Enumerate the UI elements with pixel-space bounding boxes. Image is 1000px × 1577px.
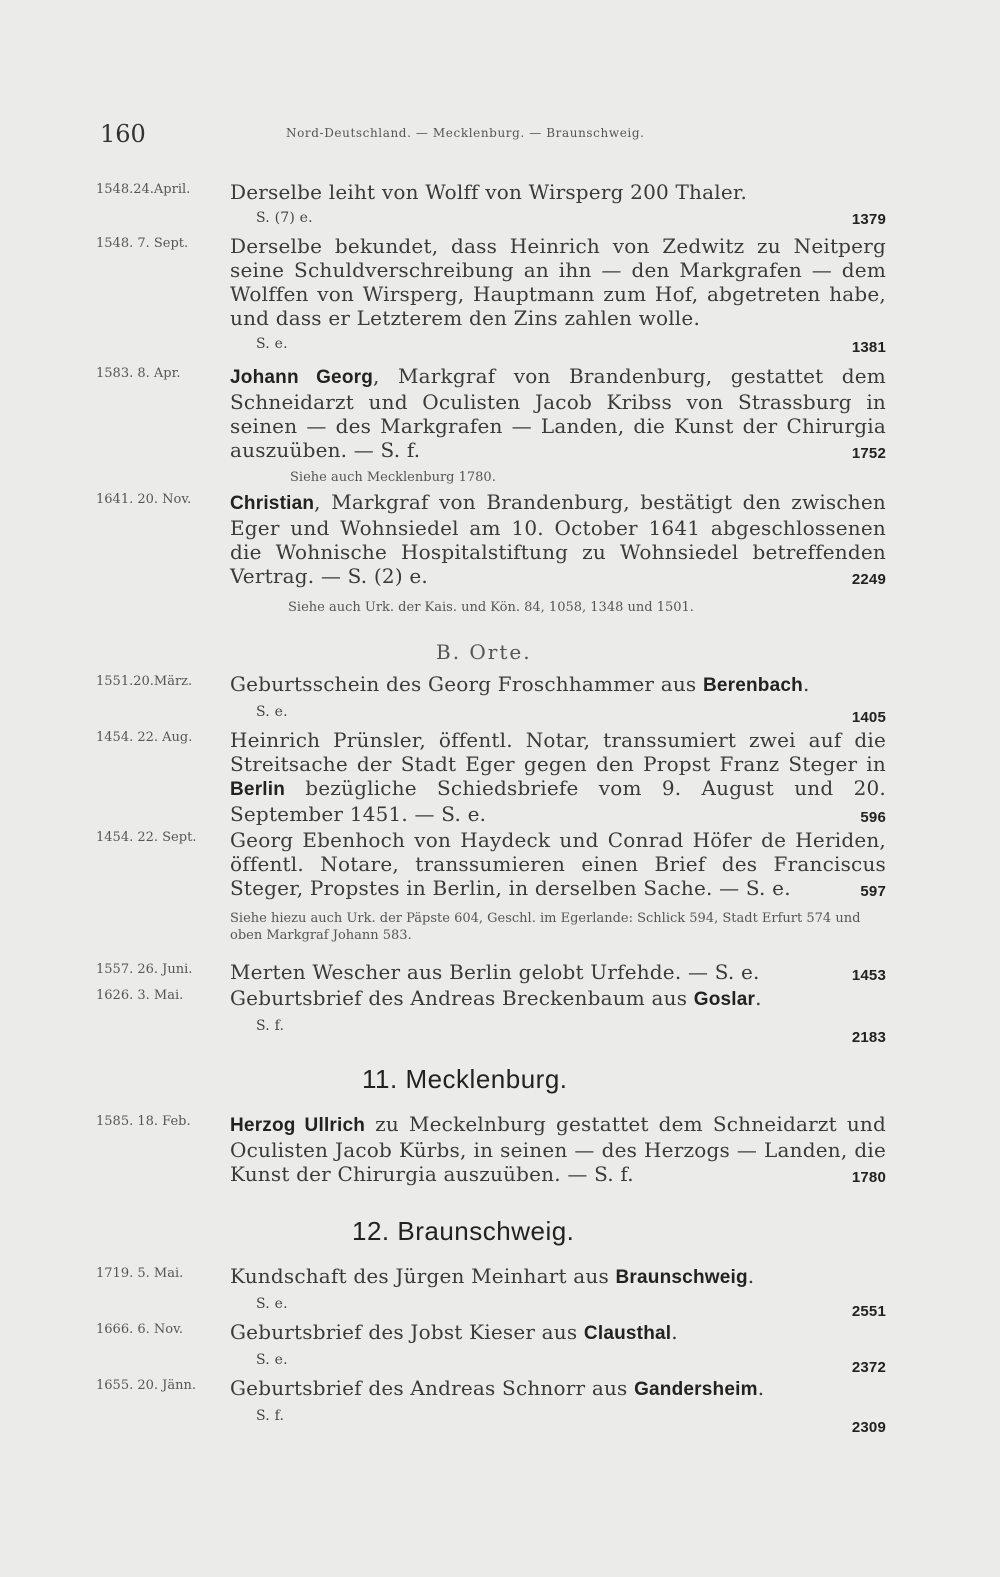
cross-reference-note: Siehe auch Urk. der Kais. und Kön. 84, 1058, 1348 und 1501. bbox=[288, 600, 694, 615]
entry-number: 1453 bbox=[851, 967, 886, 984]
entry-text-end: . bbox=[757, 1376, 765, 1400]
entry-date: 1548. 7. Sept. bbox=[96, 236, 189, 251]
entry bbox=[96, 1264, 886, 1320]
entry-text: Kundschaft des Jürgen Meinhart aus bbox=[230, 1264, 616, 1288]
entry-text-end: . bbox=[671, 1320, 678, 1344]
entry-text: Geburtsbrief des Andreas Schnorr aus bbox=[230, 1376, 635, 1400]
entry-signature bbox=[256, 1348, 886, 1376]
signature-text: S. e. bbox=[256, 1296, 288, 1312]
entry-date: 1719. 5. Mai. bbox=[96, 1266, 184, 1281]
section-heading: 12. Braunschweig. bbox=[352, 1216, 575, 1246]
cross-reference-note: Siehe auch Mecklenburg 1780. bbox=[290, 470, 496, 485]
entry-signature bbox=[256, 1404, 886, 1436]
entry-date: 1655. 20. Jänn. bbox=[96, 1378, 196, 1393]
entry-date: 1454. 22. Sept. bbox=[96, 830, 197, 845]
place-name: Goslar bbox=[693, 989, 756, 1010]
entry-signature bbox=[256, 206, 886, 226]
signature-text: S. (7) e. bbox=[256, 210, 313, 226]
signature-text: S. e. bbox=[256, 1352, 288, 1368]
entry-text: Georg Ebenhoch von Haydeck und Conrad Höfer de Heriden, öffentl. Notare, transsumieren einen Brief des Franciscus Steger, Propstes in Berlin, in derselben Sache. — S. e. bbox=[230, 828, 886, 900]
entry-text: Heinrich Prünsler, öffentl. Notar, transsumiert zwei auf die Streitsache der Stadt Eger gegen den Propst Franz Steger in bbox=[230, 728, 886, 776]
entry-number: 2372 bbox=[851, 1359, 886, 1376]
entry-number: 1752 bbox=[851, 445, 886, 462]
entry-date: 1641. 20. Nov. bbox=[96, 492, 192, 507]
entry-number: 2551 bbox=[851, 1303, 886, 1320]
entry bbox=[96, 1320, 886, 1376]
page-number: 160 bbox=[100, 120, 146, 148]
entry-number: 2183 bbox=[851, 1029, 886, 1046]
entry bbox=[96, 728, 886, 830]
place-name: Braunschweig bbox=[615, 1267, 748, 1288]
subheading: B. Orte. bbox=[436, 640, 532, 664]
entry-number: 597 bbox=[860, 883, 886, 900]
running-title: Nord-Deutschland. — Mecklenburg. — Braunschweig. bbox=[286, 126, 645, 140]
place-name: Berlin bbox=[230, 779, 286, 800]
entry-text: Geburtsschein des Georg Froschhammer aus bbox=[230, 672, 703, 696]
entry bbox=[96, 490, 886, 592]
entry-text: , Markgraf von Brandenburg, bestätigt den zwischen Eger und Wohnsiedel am 10. October 1641 abgeschlossenen die Wohnische Hospitalstiftung zu Wohnsiedel betreffenden Vertrag. — S. (2) e. bbox=[230, 490, 886, 588]
entry bbox=[96, 672, 886, 726]
entry-text: Derselbe bekundet, dass Heinrich von Zedwitz zu Neitperg seine Schuldverschreibung an ihn — den Markgrafen — dem Wolffen von Wirsperg, Hauptmann zum Hof, abgetreten habe, und dass er Letzterem den Zins zahlen wolle. bbox=[230, 234, 886, 330]
entry-date: 1548.24.April. bbox=[96, 182, 191, 197]
entry bbox=[96, 828, 886, 904]
entry-date: 1454. 22. Aug. bbox=[96, 730, 193, 745]
cross-reference-note: Siehe hiezu auch Urk. der Päpste 604, Geschl. im Egerlande: Schlick 594, Stadt Erfurt 574 und oben Markgraf Johann 583. bbox=[230, 911, 861, 943]
entry bbox=[96, 364, 886, 466]
place-name: Berenbach bbox=[702, 675, 803, 696]
entry-text-end: . bbox=[802, 672, 810, 696]
entry-signature bbox=[256, 700, 886, 726]
entry bbox=[96, 986, 886, 1046]
entry bbox=[96, 960, 886, 988]
entry-text: Merten Wescher aus Berlin gelobt Urfehde. — S. e. bbox=[230, 960, 760, 984]
entry-date: 1551.20.März. bbox=[96, 674, 193, 689]
entry-date: 1557. 26. Juni. bbox=[96, 962, 193, 977]
entry-number: 2309 bbox=[851, 1419, 886, 1436]
page-header bbox=[100, 120, 900, 160]
signature-text: S. e. bbox=[256, 336, 288, 352]
entry-text: Geburtsbrief des Jobst Kieser aus bbox=[230, 1320, 584, 1344]
entry bbox=[96, 1376, 886, 1436]
entry-date: 1585. 18. Feb. bbox=[96, 1114, 191, 1129]
entry-text: zu Meckelnburg gestattet dem Schneidarzt und Oculisten Jacob Kürbs, in seinen — des Herzogs — Landen, die Kunst der Chirurgia auszuüben. — S. f. bbox=[230, 1112, 886, 1186]
place-name: Gandersheim bbox=[634, 1379, 758, 1400]
entry-number: 596 bbox=[860, 809, 886, 826]
entry bbox=[96, 180, 886, 226]
entry-signature bbox=[256, 1014, 886, 1046]
entry bbox=[96, 1112, 886, 1190]
entry bbox=[96, 234, 886, 356]
entry-text: , Markgraf von Brandenburg, gestattet dem Schneidarzt und Oculisten Jacob Kribss von Strassburg in seinen — des Markgrafen — Landen, die Kunst der Chirurgia auszuüben. — S. f. bbox=[230, 364, 886, 462]
entry-number: 1379 bbox=[851, 211, 886, 228]
entry-signature bbox=[256, 1292, 886, 1320]
signature-text: S. e. bbox=[256, 704, 288, 720]
entry-date: 1666. 6. Nov. bbox=[96, 1322, 184, 1337]
entry-date: 1626. 3. Mai. bbox=[96, 988, 184, 1003]
person-name: Christian bbox=[230, 493, 315, 514]
section-heading: 11. Mecklenburg. bbox=[362, 1064, 568, 1094]
entry-number: 1405 bbox=[851, 709, 886, 726]
entry-text-end: . bbox=[755, 986, 762, 1010]
entry-number: 1780 bbox=[851, 1169, 886, 1186]
person-name: Johann Georg bbox=[230, 367, 374, 388]
entry-number: 2249 bbox=[851, 571, 886, 588]
entry-text: Derselbe leiht von Wolff von Wirsperg 200 Thaler. bbox=[230, 180, 747, 204]
place-name: Clausthal bbox=[583, 1323, 672, 1344]
entry-number: 1381 bbox=[851, 339, 886, 356]
entry-text-end: bezügliche Schiedsbriefe vom 9. August und 20. September 1451. — S. e. bbox=[230, 776, 886, 826]
entry-text-end: . bbox=[747, 1264, 755, 1288]
signature-text: S. f. bbox=[256, 1018, 285, 1034]
entry-signature bbox=[256, 332, 886, 356]
entry-text: Geburtsbrief des Andreas Breckenbaum aus bbox=[230, 986, 694, 1010]
signature-text: S. f. bbox=[256, 1408, 285, 1424]
entry-date: 1583. 8. Apr. bbox=[96, 366, 181, 381]
person-name: Herzog Ullrich bbox=[230, 1115, 366, 1136]
